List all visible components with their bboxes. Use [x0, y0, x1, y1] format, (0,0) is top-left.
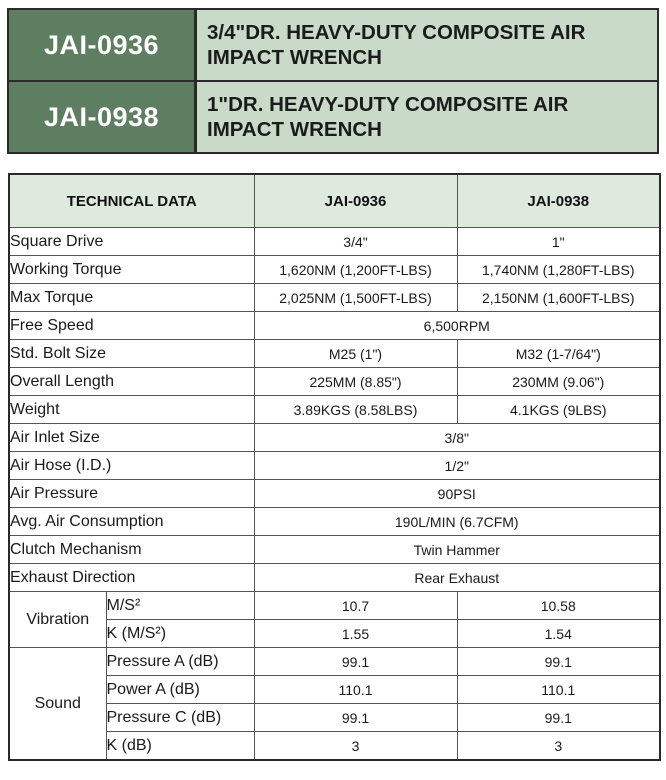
model-title-line: 3/4"DR. HEAVY-DUTY COMPOSITE AIR: [207, 21, 586, 44]
shared-value: Twin Hammer: [254, 536, 660, 564]
value-jai-0938: 230MM (9.06"): [457, 368, 660, 396]
value-jai-0938: 1,740NM (1,280FT-LBS): [457, 256, 660, 284]
row-label: Overall Length: [9, 368, 254, 396]
table-row: [9, 704, 660, 732]
column-header-technical-data: TECHNICAL DATA: [9, 174, 254, 228]
model-title-line: IMPACT WRENCH: [207, 118, 382, 141]
row-sublabel: Pressure C (dB): [106, 704, 254, 732]
row-label: Avg. Air Consumption: [9, 508, 254, 536]
table-row: [9, 284, 660, 312]
row-label: Square Drive: [9, 228, 254, 256]
table-row: [9, 508, 660, 536]
value-jai-0938: 2,150NM (1,600FT-LBS): [457, 284, 660, 312]
model-row-jai-0938: [9, 80, 657, 152]
value-jai-0938: 1": [457, 228, 660, 256]
row-label: Exhaust Direction: [9, 564, 254, 592]
model-code: JAI-0938: [9, 82, 197, 152]
row-label: Air Inlet Size: [9, 424, 254, 452]
row-sublabel: M/S²: [106, 592, 254, 620]
value-jai-0936: 110.1: [254, 676, 457, 704]
table-row: [9, 396, 660, 424]
table-row: [9, 564, 660, 592]
column-header-jai-0936: JAI-0936: [254, 174, 457, 228]
value-jai-0936: 1,620NM (1,200FT-LBS): [254, 256, 457, 284]
table-row: [9, 256, 660, 284]
table-row: [9, 592, 660, 620]
value-jai-0938: M32 (1-7/64"): [457, 340, 660, 368]
sound-group-label: Sound: [9, 648, 106, 761]
row-label: Free Speed: [9, 312, 254, 340]
value-jai-0936: 3.89KGS (8.58LBS): [254, 396, 457, 424]
value-jai-0938: 4.1KGS (9LBS): [457, 396, 660, 424]
table-row: [9, 648, 660, 676]
shared-value: 90PSI: [254, 480, 660, 508]
row-label: Std. Bolt Size: [9, 340, 254, 368]
row-label: Air Hose (I.D.): [9, 452, 254, 480]
vibration-group-label: Vibration: [9, 592, 106, 648]
row-sublabel: Pressure A (dB): [106, 648, 254, 676]
row-sublabel: K (dB): [106, 732, 254, 761]
shared-value: 1/2": [254, 452, 660, 480]
technical-data-table: [8, 173, 661, 761]
row-label: Working Torque: [9, 256, 254, 284]
table-row: [9, 340, 660, 368]
value-jai-0938: 10.58: [457, 592, 660, 620]
shared-value: 190L/MIN (6.7CFM): [254, 508, 660, 536]
table-row: [9, 536, 660, 564]
value-jai-0938: 3: [457, 732, 660, 761]
model-title: [197, 82, 657, 152]
table-row: [9, 312, 660, 340]
model-title: [197, 10, 657, 80]
table-row: [9, 676, 660, 704]
table-body: [9, 228, 660, 761]
product-header: [7, 8, 659, 154]
value-jai-0938: 99.1: [457, 648, 660, 676]
value-jai-0936: 2,025NM (1,500FT-LBS): [254, 284, 457, 312]
shared-value: Rear Exhaust: [254, 564, 660, 592]
model-code: JAI-0936: [9, 10, 197, 80]
model-title-line: IMPACT WRENCH: [207, 46, 382, 69]
model-row-jai-0936: [9, 10, 657, 80]
value-jai-0938: 110.1: [457, 676, 660, 704]
column-header-jai-0938: JAI-0938: [457, 174, 660, 228]
table-row: [9, 480, 660, 508]
value-jai-0936: 3/4": [254, 228, 457, 256]
value-jai-0936: 225MM (8.85"): [254, 368, 457, 396]
value-jai-0936: M25 (1"): [254, 340, 457, 368]
table-row: [9, 424, 660, 452]
row-label: Weight: [9, 396, 254, 424]
value-jai-0938: 99.1: [457, 704, 660, 732]
value-jai-0938: 1.54: [457, 620, 660, 648]
table-row: [9, 620, 660, 648]
model-title-line: 1"DR. HEAVY-DUTY COMPOSITE AIR: [207, 93, 569, 116]
value-jai-0936: 1.55: [254, 620, 457, 648]
table-header-row: [9, 174, 660, 228]
row-sublabel: K (M/S²): [106, 620, 254, 648]
value-jai-0936: 10.7: [254, 592, 457, 620]
table-row: [9, 732, 660, 761]
value-jai-0936: 3: [254, 732, 457, 761]
row-sublabel: Power A (dB): [106, 676, 254, 704]
row-label: Max Torque: [9, 284, 254, 312]
shared-value: 3/8": [254, 424, 660, 452]
table-row: [9, 368, 660, 396]
value-jai-0936: 99.1: [254, 648, 457, 676]
row-label: Clutch Mechanism: [9, 536, 254, 564]
row-label: Air Pressure: [9, 480, 254, 508]
table-row: [9, 452, 660, 480]
value-jai-0936: 99.1: [254, 704, 457, 732]
shared-value: 6,500RPM: [254, 312, 660, 340]
table-row: [9, 228, 660, 256]
